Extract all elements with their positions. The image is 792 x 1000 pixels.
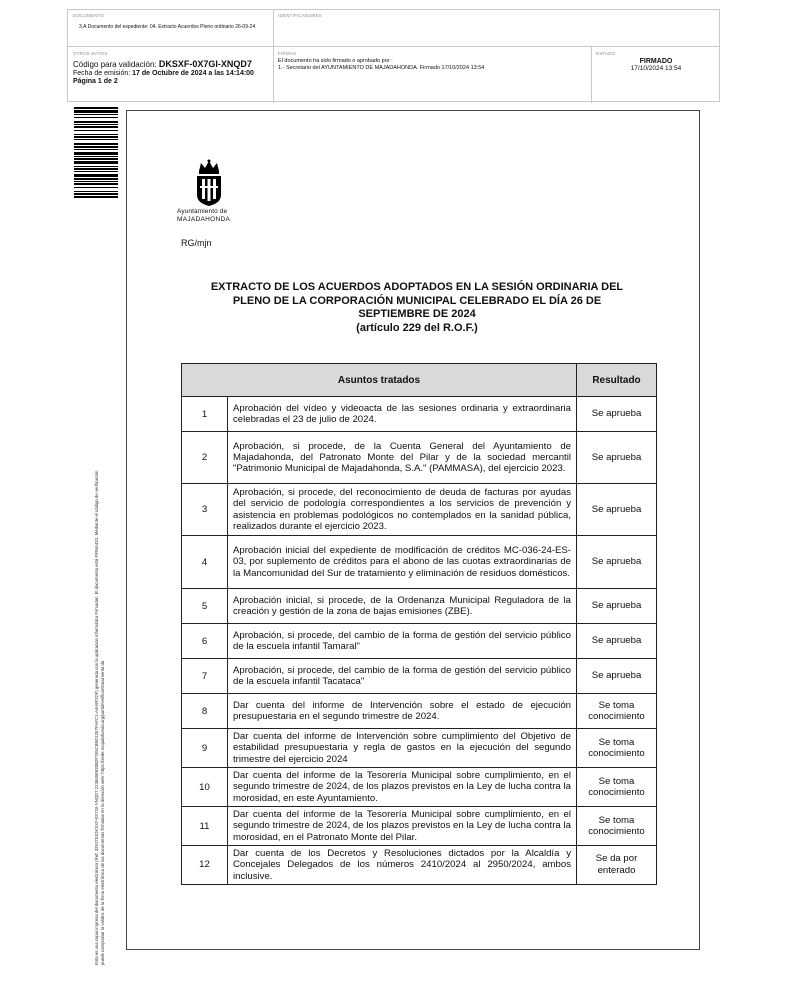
row-number: 7: [182, 659, 228, 694]
table-row: [182, 807, 657, 846]
firmas-line-2: 1.- Secretario del AYUNTAMIENTO DE MAJADAHONDA. Firmado 17/10/2024 13:54: [278, 65, 485, 71]
row-result: Se toma conocimiento: [577, 729, 657, 768]
row-number: 12: [182, 846, 228, 885]
identificadores-cell: [278, 13, 322, 18]
row-number: 1: [182, 397, 228, 432]
row-number: 5: [182, 589, 228, 624]
row-subject: Aprobación del vídeo y videoacta de las sesiones ordinaria y extraordinaria celebradas el 23 de julio de 2024.: [228, 397, 577, 432]
row-result: Se toma conocimiento: [577, 807, 657, 846]
row-result: Se aprueba: [577, 397, 657, 432]
row-result: Se aprueba: [577, 536, 657, 589]
crown-tower-icon: [193, 159, 225, 207]
table-row: [182, 589, 657, 624]
table-header-row: [182, 364, 657, 397]
identificadores-label: IDENTIFICADORES: [278, 13, 323, 18]
side-verification-text: Esta es una copia impresa del documento electrónico (Ref: 3251751DKSXF-0X7GI-XNQD7 223849E820B2F7E5CB5D12E7FAFC1-A4A9F2DF) generada con la aplicación informática Firmadoc. El documento está FIRMADO. Mediante el código de verificación puede comprobar la validez de la firma electrónica de los documentos firmados en la dirección web: https://sede.majadahonda.org/portal/verificarDocumento.do: [94, 470, 105, 965]
firmas-label: FIRMAS: [278, 51, 297, 56]
row-subject: Aprobación, si procede, del reconocimiento de deuda de facturas por ayudas del servicio de podología correspondientes a los servicios de prevención y asistencia en problemas podológicos no contemplados en la sanidad pública, realizados durante el ejercicio 2023.: [228, 484, 577, 536]
row-result: Se toma conocimiento: [577, 768, 657, 807]
row-subject: Aprobación inicial del expediente de modificación de créditos MC-036-24-ES-03, por suplemento de créditos para el abono de las cuotas extraordinarias de la Mancomunidad del Sur de tratamiento y eliminación de residuos domésticos.: [228, 536, 577, 589]
row-subject: Dar cuenta de los Decretos y Resoluciones dictados por la Alcaldía y Concejales Delegados de los números 2410/2024 al 2950/2024, ambos inclusive.: [228, 846, 577, 885]
table-row: [182, 397, 657, 432]
documento-cell: [73, 13, 273, 31]
row-result: Se aprueba: [577, 659, 657, 694]
row-number: 4: [182, 536, 228, 589]
row-result: Se aprueba: [577, 484, 657, 536]
row-number: 9: [182, 729, 228, 768]
validation-code: Código para validación: DKSXF-0X7GI-XNQD7: [73, 59, 252, 69]
row-subject: Dar cuenta del informe de Intervención sobre cumplimiento del Objetivo de estabilidad presupuestaria y regla de gastos en la ejecución del segundo trimestre del ejercicio 2024: [228, 729, 577, 768]
row-number: 8: [182, 694, 228, 729]
table-row: [182, 536, 657, 589]
otros-datos-cell: [73, 51, 273, 85]
barcode-icon: [74, 107, 118, 277]
table-row: [182, 768, 657, 807]
row-result: Se aprueba: [577, 624, 657, 659]
row-number: 3: [182, 484, 228, 536]
document-page: [126, 110, 700, 950]
estado-date: 17/10/2024 13:54: [630, 65, 682, 72]
agreements-table: [181, 363, 657, 885]
otros-label: OTROS DATOS: [73, 51, 108, 56]
page-count: Página 1 de 2: [73, 78, 118, 85]
logo-line-1: Ayuntamiento de: [177, 208, 228, 215]
row-result: Se aprueba: [577, 589, 657, 624]
row-result: Se toma conocimiento: [577, 694, 657, 729]
row-number: 11: [182, 807, 228, 846]
firmas-line-1: El documento ha sido firmado o aprobado por :: [278, 58, 393, 64]
logo-line-2: MAJADAHONDA: [177, 216, 231, 223]
table-row: [182, 659, 657, 694]
table-row: [182, 484, 657, 536]
row-subject: Dar cuenta del informe de Intervención sobre el estado de ejecución presupuestaria en el segundo trimestre de 2024.: [228, 694, 577, 729]
ayuntamiento-logo: [175, 159, 245, 223]
table-row: [182, 624, 657, 659]
documento-value: 3.A Documento del expediente: 04. Extracto Acuerdos Pleno ordinario 26-09-24: [79, 24, 256, 30]
row-result: Se da por enterado: [577, 846, 657, 885]
row-subject: Dar cuenta del informe de la Tesorería Municipal sobre cumplimiento, en el segundo trimestre de 2024, de los plazos previstos en la Ley de lucha contra la morosidad, en este Ayuntamiento.: [228, 768, 577, 807]
estado-label: ESTADO: [596, 51, 616, 56]
validation-code-value: DKSXF-0X7GI-XNQD7: [158, 59, 252, 69]
col-asuntos: Asuntos tratados: [182, 364, 577, 397]
table-row: [182, 729, 657, 768]
table-row: [182, 694, 657, 729]
row-number: 2: [182, 432, 228, 484]
emission-date: Fecha de emisión: 17 de Octubre de 2024 a las 14:14:00: [73, 70, 254, 77]
firmas-cell: [278, 51, 578, 72]
row-result: Se aprueba: [577, 432, 657, 484]
page-title: EXTRACTO DE LOS ACUERDOS ADOPTADOS EN LA SESIÓN ORDINARIA DEL PLENO DE LA CORPORACIÓN MUNICIPAL CELEBRADO EL DÍA 26 DE SEPTIEMBRE DE 2024 (artículo 229 del R.O.F.): [210, 281, 624, 334]
documento-label: DOCUMENTO: [73, 13, 105, 18]
row-number: 6: [182, 624, 228, 659]
row-subject: Dar cuenta del informe de la Tesorería Municipal sobre cumplimiento, en el segundo trimestre de 2024, de los plazos previstos en la Ley de lucha contra la morosidad, en el Patronato Monte del Pilar.: [228, 807, 577, 846]
estado-cell: [596, 51, 716, 72]
row-subject: Aprobación, si procede, del cambio de la forma de gestión del servicio público de la escuela infantil Tamaral": [228, 624, 577, 659]
row-number: 10: [182, 768, 228, 807]
table-row: [182, 846, 657, 885]
col-resultado: Resultado: [577, 364, 657, 397]
reference-code: RG/mjn: [181, 238, 212, 248]
document-header: [67, 9, 720, 102]
row-subject: Aprobación inicial, si procede, de la Ordenanza Municipal Reguladora de la creación y gestión de la zona de bajas emisiones (ZBE).: [228, 589, 577, 624]
table-row: [182, 432, 657, 484]
row-subject: Aprobación, si procede, del cambio de la forma de gestión del servicio público de la escuela infantil Tacataca": [228, 659, 577, 694]
estado-status: FIRMADO: [639, 58, 673, 65]
row-subject: Aprobación, si procede, de la Cuenta General del Ayuntamiento de Majadahonda, del Patronato Monte del Pilar y de la sociedad mercantil "Patrimonio Municipal de Majadahonda, S.A." (PAMMASA), del ejercicio 2023.: [228, 432, 577, 484]
